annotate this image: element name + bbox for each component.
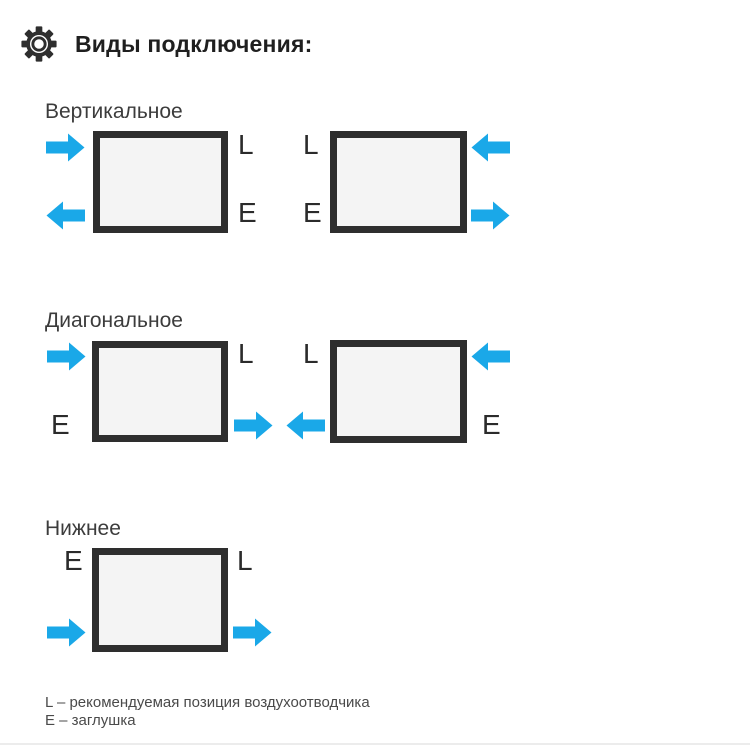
flow-in-arrow-icon: [47, 342, 86, 371]
page-title: Виды подключения:: [75, 31, 313, 57]
radiator-diagonal-right: [330, 340, 467, 443]
radiator-bottom: [92, 548, 228, 652]
flow-in-arrow-icon: [471, 133, 510, 162]
legend: [45, 694, 370, 730]
port-label-e: E: [303, 197, 322, 228]
legend-line-l: L – рекомендуемая позиция воздухоотводчика: [45, 694, 370, 711]
port-label-e: E: [238, 197, 257, 228]
flow-in-arrow-icon: [471, 342, 510, 371]
port-label-l: L: [238, 338, 254, 369]
flow-out-arrow-icon: [234, 411, 273, 440]
radiator-vertical-left: [93, 131, 228, 233]
flow-in-arrow-icon: [46, 133, 85, 162]
section-title-bottom: Нижнее: [45, 517, 121, 540]
legend-line-e: E – заглушка: [45, 712, 136, 729]
flow-out-arrow-icon: [286, 411, 325, 440]
port-label-l: L: [303, 129, 319, 160]
gear-icon: [20, 25, 58, 63]
port-label-e: E: [482, 409, 501, 440]
radiator-vertical-right: [330, 131, 467, 233]
flow-in-arrow-icon: [47, 618, 86, 647]
section-title-diagonal: Диагональное: [45, 309, 183, 332]
flow-out-arrow-icon: [46, 201, 85, 230]
port-label-l: L: [237, 545, 253, 576]
section-title-vertical: Вертикальное: [45, 100, 183, 123]
flow-out-arrow-icon: [471, 201, 510, 230]
bottom-divider: [0, 743, 750, 745]
port-label-l: L: [303, 338, 319, 369]
port-label-l: L: [238, 129, 254, 160]
radiator-diagonal-left: [92, 341, 228, 442]
flow-out-arrow-icon: [233, 618, 272, 647]
port-label-e: E: [51, 409, 70, 440]
port-label-e: E: [64, 545, 83, 576]
